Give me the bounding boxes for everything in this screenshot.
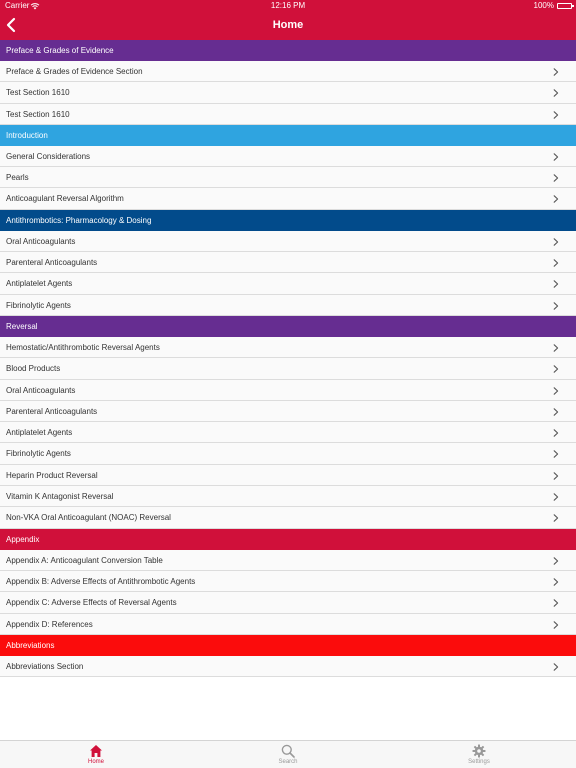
list-item[interactable] — [0, 380, 576, 401]
list-item-label: Heparin Product Reversal — [6, 470, 98, 480]
list-item-label: Appendix A: Anticoagulant Conversion Table — [6, 555, 163, 565]
tab-settings-label: Settings — [468, 759, 490, 765]
list-item[interactable] — [0, 252, 576, 273]
status-bar — [0, 0, 576, 12]
section-header: Reversal — [0, 316, 576, 337]
chevron-right-icon — [553, 450, 559, 458]
list-item[interactable] — [0, 146, 576, 167]
list-item-label: Anticoagulant Reversal Algorithm — [6, 194, 124, 204]
list-item[interactable] — [0, 358, 576, 379]
home-icon — [89, 744, 103, 758]
tab-home-label: Home — [87, 759, 104, 765]
list-item-label: Test Section 1610 — [6, 88, 70, 98]
list-item[interactable] — [0, 337, 576, 358]
list-item-label: Oral Anticoagulants — [6, 385, 76, 395]
list-item[interactable] — [0, 231, 576, 252]
list-item[interactable] — [0, 295, 576, 316]
chevron-right-icon — [553, 238, 559, 246]
list-item[interactable] — [0, 656, 576, 677]
list-item[interactable] — [0, 592, 576, 613]
list-item[interactable] — [0, 273, 576, 294]
tab-search[interactable] — [248, 741, 328, 768]
chevron-right-icon — [553, 387, 559, 395]
chevron-right-icon — [553, 578, 559, 586]
list-item[interactable] — [0, 61, 576, 82]
chevron-right-icon — [553, 195, 559, 203]
list-item-label: Appendix D: References — [6, 619, 93, 629]
chevron-right-icon — [553, 111, 559, 119]
list-item-label: Blood Products — [6, 364, 61, 374]
list-item-label: Parenteral Anticoagulants — [6, 406, 98, 416]
list-item[interactable] — [0, 104, 576, 125]
chevron-right-icon — [553, 472, 559, 480]
chevron-right-icon — [553, 344, 559, 352]
chevron-right-icon — [553, 153, 559, 161]
chevron-right-icon — [553, 89, 559, 97]
list-item-label: General Considerations — [6, 151, 91, 161]
list-item[interactable] — [0, 614, 576, 635]
list-item-label: Antiplatelet Agents — [6, 428, 73, 438]
section-header: Abbreviations — [0, 635, 576, 656]
list-item[interactable] — [0, 443, 576, 464]
search-icon — [281, 744, 295, 758]
navigation-bar — [0, 12, 576, 40]
chevron-right-icon — [553, 302, 559, 310]
chevron-right-icon — [553, 68, 559, 76]
list-item-label: Test Section 1610 — [6, 109, 70, 119]
carrier-label: Carrier — [5, 1, 30, 10]
chevron-right-icon — [553, 621, 559, 629]
chevron-right-icon — [553, 514, 559, 522]
list-item-label: Abbreviations Section — [6, 661, 84, 671]
chevron-right-icon — [553, 408, 559, 416]
chevron-right-icon — [553, 663, 559, 671]
list-item-label: Parenteral Anticoagulants — [6, 258, 98, 268]
list-item-label: Fibrinolytic Agents — [6, 300, 71, 310]
list-item-label: Hemostatic/Antithrombotic Reversal Agents — [6, 342, 160, 352]
list-item[interactable] — [0, 188, 576, 209]
chevron-right-icon — [553, 429, 559, 437]
battery-icon — [557, 3, 572, 9]
list-item-label: Pearls — [6, 173, 29, 183]
list-item-label: Appendix C: Adverse Effects of Reversal Agents — [6, 598, 177, 608]
list-item[interactable] — [0, 507, 576, 528]
list-item[interactable] — [0, 550, 576, 571]
list-item[interactable] — [0, 167, 576, 188]
status-time: 12:16 PM — [270, 1, 306, 10]
list-item-label: Appendix B: Adverse Effects of Antithrombotic Agents — [6, 576, 196, 586]
chevron-right-icon — [553, 365, 559, 373]
battery-percent: 100% — [533, 1, 554, 10]
list-item[interactable] — [0, 571, 576, 592]
tab-search-label: Search — [278, 759, 298, 765]
list-item-label: Non-VKA Oral Anticoagulant (NOAC) Reversal — [6, 513, 171, 523]
tab-bar — [0, 740, 576, 768]
section-header: Introduction — [0, 125, 576, 146]
section-header: Antithrombotics: Pharmacology & Dosing — [0, 210, 576, 231]
list-item-label: Oral Anticoagulants — [6, 236, 76, 246]
chevron-right-icon — [553, 557, 559, 565]
chevron-right-icon — [553, 493, 559, 501]
list-item[interactable] — [0, 82, 576, 103]
list-item-label: Antiplatelet Agents — [6, 279, 73, 289]
tab-home[interactable] — [56, 741, 136, 768]
list-item[interactable] — [0, 465, 576, 486]
chevron-right-icon — [553, 174, 559, 182]
list-item-label: Vitamin K Antagonist Reversal — [6, 492, 114, 502]
page-title: Home — [272, 19, 304, 31]
list-item[interactable] — [0, 401, 576, 422]
list-item-label: Preface & Grades of Evidence Section — [6, 67, 143, 76]
chevron-right-icon — [553, 599, 559, 607]
list-item[interactable] — [0, 486, 576, 507]
chevron-right-icon — [553, 280, 559, 288]
list-item[interactable] — [0, 422, 576, 443]
chevron-right-icon — [553, 259, 559, 267]
tab-settings[interactable] — [439, 741, 519, 768]
section-list[interactable] — [0, 40, 576, 740]
section-header: Preface & Grades of Evidence — [0, 40, 576, 61]
list-item-label: Fibrinolytic Agents — [6, 449, 71, 459]
section-header: Appendix — [0, 529, 576, 550]
gear-icon — [472, 744, 486, 758]
